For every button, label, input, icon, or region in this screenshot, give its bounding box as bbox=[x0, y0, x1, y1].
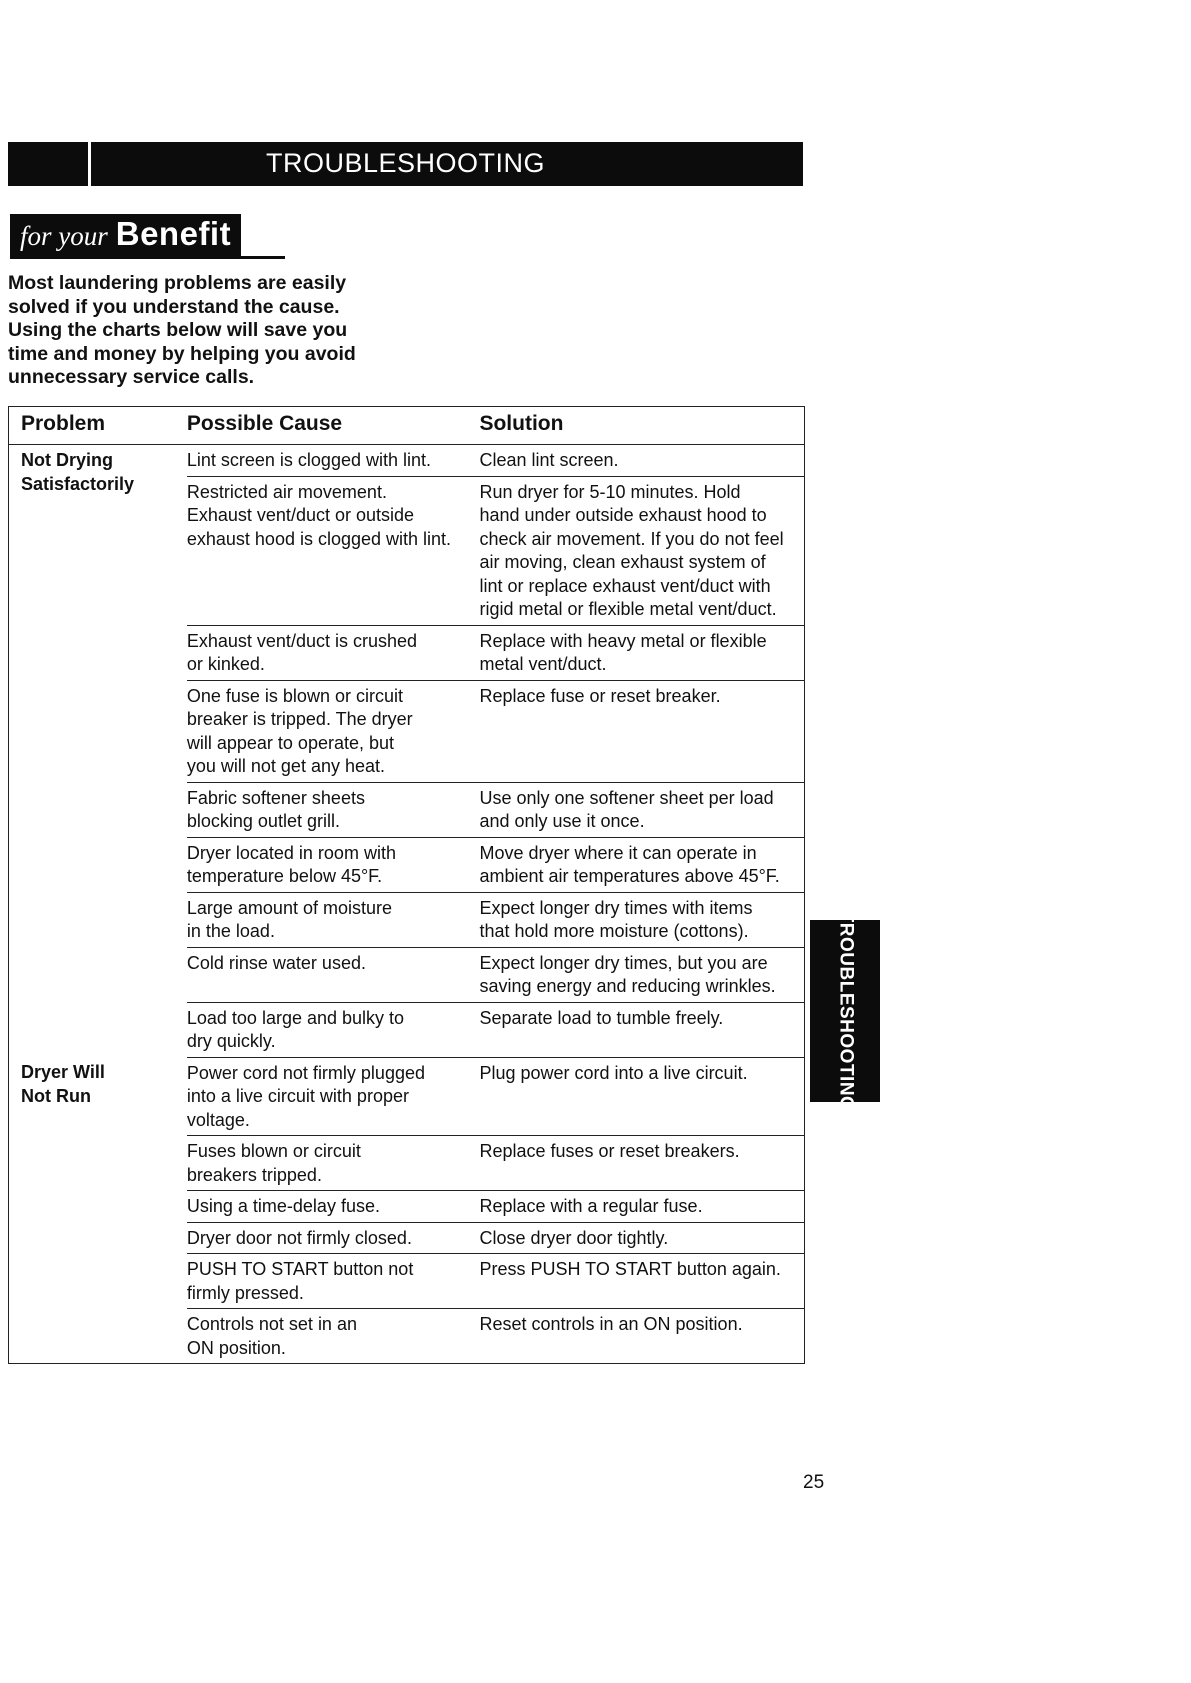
cause-line: Dryer located in room with bbox=[186, 842, 396, 863]
cause-line: will appear to operate, but bbox=[186, 732, 395, 753]
cause-line: Using a time-delay fuse. bbox=[186, 1196, 380, 1216]
header-solution: Solution bbox=[479, 407, 804, 445]
solution-cell bbox=[479, 1057, 804, 1136]
cause-line: Large amount of moisture bbox=[186, 897, 392, 918]
cause-cell bbox=[187, 680, 480, 782]
benefit-underline bbox=[10, 256, 285, 259]
table-row bbox=[9, 445, 805, 477]
solution-cell bbox=[479, 1254, 804, 1309]
cause-line: Power cord not firmly plugged bbox=[186, 1062, 425, 1083]
solution-line: rigid metal or flexible metal vent/duct. bbox=[479, 599, 777, 619]
table-body bbox=[9, 445, 805, 1364]
solution-line: Expect longer dry times with items bbox=[479, 897, 753, 918]
solution-cell bbox=[479, 680, 804, 782]
solution-line: Replace with heavy metal or flexible bbox=[479, 630, 767, 651]
intro-line: solved if you understand the cause. bbox=[8, 295, 340, 318]
cause-cell bbox=[187, 1309, 480, 1364]
table-header-row bbox=[9, 407, 805, 445]
cause-line: Controls not set in an bbox=[186, 1314, 357, 1334]
cause-line: Restricted air movement. bbox=[186, 481, 387, 502]
section-header bbox=[8, 142, 803, 186]
cause-cell bbox=[187, 1191, 480, 1223]
solution-line: hand under outside exhaust hood to bbox=[479, 505, 767, 525]
cause-line: temperature below 45°F. bbox=[186, 866, 383, 886]
solution-cell bbox=[479, 476, 804, 625]
cause-line: Exhaust vent/duct is crushed bbox=[186, 630, 417, 651]
solution-line: metal vent/duct. bbox=[479, 654, 607, 674]
solution-cell bbox=[479, 1136, 804, 1191]
solution-cell bbox=[479, 445, 804, 477]
benefit-word: Benefit bbox=[115, 215, 232, 252]
header-problem: Problem bbox=[9, 407, 187, 445]
cause-line: voltage. bbox=[186, 1109, 250, 1130]
intro-line: Most laundering problems are easily bbox=[8, 272, 347, 294]
solution-line: Plug power cord into a live circuit. bbox=[479, 1062, 748, 1083]
cause-cell bbox=[187, 476, 480, 625]
cause-line: ON position. bbox=[186, 1337, 286, 1358]
header-possible-cause: Possible Cause bbox=[187, 407, 480, 445]
cause-line: Load too large and bulky to bbox=[186, 1007, 405, 1028]
cause-cell bbox=[187, 625, 480, 680]
solution-line: Move dryer where it can operate in bbox=[479, 842, 757, 863]
cause-cell bbox=[187, 1222, 480, 1254]
solution-line: Use only one softener sheet per load bbox=[479, 787, 774, 808]
page-number: 25 bbox=[803, 1472, 825, 1493]
troubleshooting-table bbox=[8, 406, 805, 1364]
cause-cell bbox=[187, 837, 480, 892]
solution-cell bbox=[479, 947, 804, 1002]
solution-line: Expect longer dry times, but you are bbox=[479, 952, 768, 973]
cause-line: firmly pressed. bbox=[186, 1282, 304, 1303]
cause-line: Fabric softener sheets bbox=[186, 787, 365, 808]
benefit-prefix: for your bbox=[20, 221, 108, 251]
solution-line: check air movement. If you do not feel bbox=[479, 528, 784, 549]
solution-line: air moving, clean exhaust system of bbox=[479, 552, 766, 572]
problem-line: Not Drying bbox=[21, 450, 113, 470]
solution-cell bbox=[479, 625, 804, 680]
cause-cell bbox=[187, 1136, 480, 1191]
solution-line: Separate load to tumble freely. bbox=[479, 1007, 724, 1028]
cause-line: One fuse is blown or circuit bbox=[186, 685, 403, 706]
problem-line: Satisfactorily bbox=[21, 473, 135, 494]
cause-cell bbox=[187, 892, 480, 947]
solution-line: that hold more moisture (cottons). bbox=[479, 921, 749, 941]
cause-line: Lint screen is clogged with lint. bbox=[186, 450, 431, 470]
solution-line: Reset controls in an ON position. bbox=[479, 1314, 743, 1334]
cause-cell bbox=[187, 947, 480, 1002]
intro-line: time and money by helping you avoid bbox=[8, 342, 356, 365]
cause-line: Dryer door not firmly closed. bbox=[186, 1227, 412, 1248]
cause-line: exhaust hood is clogged with lint. bbox=[186, 528, 452, 549]
side-tab-label: TROUBLESHOOTING bbox=[835, 910, 857, 1112]
solution-cell bbox=[479, 1222, 804, 1254]
cause-line: Cold rinse water used. bbox=[186, 952, 366, 973]
intro-line: Using the charts below will save you bbox=[8, 319, 348, 341]
cause-cell bbox=[187, 1057, 480, 1136]
solution-line: Press PUSH TO START button again. bbox=[479, 1259, 781, 1279]
cause-cell bbox=[187, 1002, 480, 1057]
cause-line: or kinked. bbox=[186, 654, 265, 674]
solution-line: and only use it once. bbox=[479, 811, 645, 831]
cause-line: Exhaust vent/duct or outside bbox=[186, 505, 415, 525]
solution-line: lint or replace exhaust vent/duct with bbox=[479, 575, 771, 596]
solution-line: Replace fuses or reset breakers. bbox=[479, 1141, 740, 1161]
table-row bbox=[9, 1057, 805, 1136]
cause-line: blocking outlet grill. bbox=[186, 811, 340, 831]
problem-cell bbox=[9, 445, 187, 1058]
solution-line: ambient air temperatures above 45°F. bbox=[479, 866, 780, 886]
cause-line: into a live circuit with proper bbox=[186, 1086, 409, 1106]
cause-line: you will not get any heat. bbox=[186, 756, 385, 776]
solution-cell bbox=[479, 1309, 804, 1364]
solution-line: Close dryer door tightly. bbox=[479, 1227, 669, 1248]
solution-cell bbox=[479, 782, 804, 837]
cause-line: PUSH TO START button not bbox=[186, 1259, 414, 1279]
solution-line: Replace with a regular fuse. bbox=[479, 1196, 703, 1216]
cause-line: breakers tripped. bbox=[186, 1164, 322, 1185]
solution-line: Run dryer for 5-10 minutes. Hold bbox=[479, 481, 741, 502]
cause-cell bbox=[187, 782, 480, 837]
problem-cell bbox=[9, 1057, 187, 1364]
solution-cell bbox=[479, 1002, 804, 1057]
side-tab bbox=[810, 910, 880, 1112]
cause-cell bbox=[187, 445, 480, 477]
section-title: TROUBLESHOOTING bbox=[265, 148, 546, 178]
solution-cell bbox=[479, 892, 804, 947]
solution-line: saving energy and reducing wrinkles. bbox=[479, 976, 776, 996]
solution-line: Replace fuse or reset breaker. bbox=[479, 685, 721, 706]
cause-line: Fuses blown or circuit bbox=[186, 1141, 361, 1161]
for-your-benefit-badge bbox=[10, 214, 241, 258]
cause-line: breaker is tripped. The dryer bbox=[186, 709, 413, 729]
solution-cell bbox=[479, 1191, 804, 1223]
problem-line: Dryer Will bbox=[21, 1062, 105, 1082]
intro-paragraph bbox=[8, 272, 408, 390]
solution-cell bbox=[479, 837, 804, 892]
intro-line: unnecessary service calls. bbox=[8, 366, 255, 388]
problem-line: Not Run bbox=[21, 1085, 91, 1106]
cause-line: in the load. bbox=[186, 921, 275, 941]
cause-line: dry quickly. bbox=[186, 1031, 276, 1051]
cause-cell bbox=[187, 1254, 480, 1309]
solution-line: Clean lint screen. bbox=[479, 450, 619, 470]
